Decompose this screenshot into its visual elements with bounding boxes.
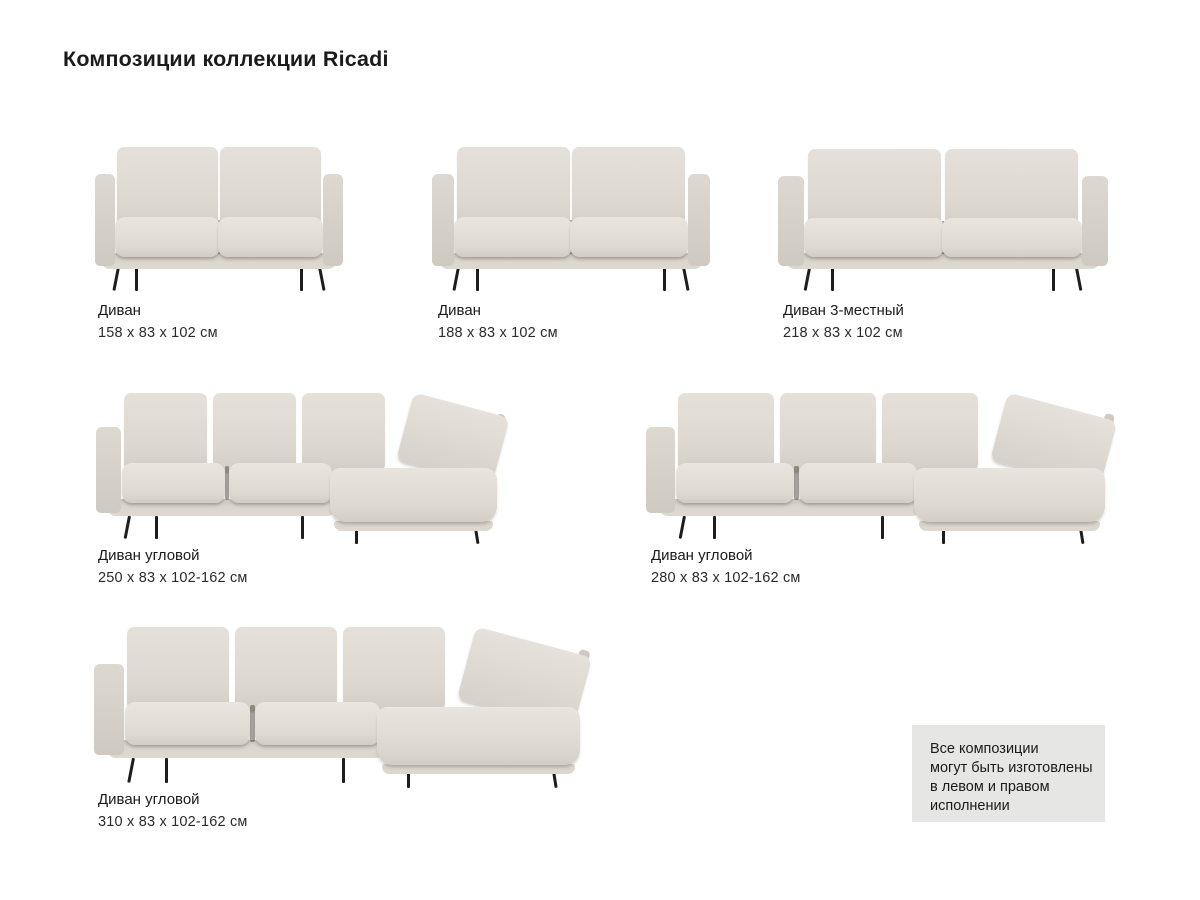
product-name: Диван 3-местный (783, 302, 904, 319)
sofa-image (645, 388, 1117, 544)
sofa-image (92, 622, 592, 788)
product-caption (98, 548, 248, 586)
product-caption (438, 303, 558, 341)
product-caption (98, 792, 248, 830)
sofa-image (95, 143, 343, 291)
note-text-line: в левом и правом (930, 779, 1050, 795)
product-card (92, 622, 592, 788)
product-dimensions: 188 x 83 x 102 см (438, 325, 558, 341)
sofa-image (778, 145, 1108, 291)
product-card (432, 143, 710, 291)
product-name: Диван (98, 302, 141, 319)
product-dimensions: 280 x 83 x 102-162 см (651, 570, 801, 586)
product-dimensions: 250 x 83 x 102-162 см (98, 570, 248, 586)
note-text-line: могут быть изготовлены (930, 760, 1093, 776)
product-dimensions: 158 x 83 x 102 см (98, 325, 218, 341)
product-dimensions: 310 x 83 x 102-162 см (98, 814, 248, 830)
product-card (645, 388, 1117, 544)
product-caption (98, 303, 218, 341)
product-caption (783, 303, 904, 341)
product-name: Диван угловой (651, 547, 753, 564)
product-name: Диван (438, 302, 481, 319)
page-title: Композиции коллекции Ricadi (63, 47, 389, 71)
product-card (95, 388, 507, 544)
note-box (912, 725, 1105, 822)
note-text-line: исполнении (930, 798, 1010, 814)
product-caption (651, 548, 801, 586)
note-text-line: Все композиции (930, 741, 1039, 757)
sofa-image (95, 388, 507, 544)
product-card (778, 145, 1108, 291)
product-dimensions: 218 x 83 x 102 см (783, 325, 903, 341)
product-name: Диван угловой (98, 547, 200, 564)
product-name: Диван угловой (98, 791, 200, 808)
sofa-image (432, 143, 710, 291)
product-card (95, 143, 343, 291)
